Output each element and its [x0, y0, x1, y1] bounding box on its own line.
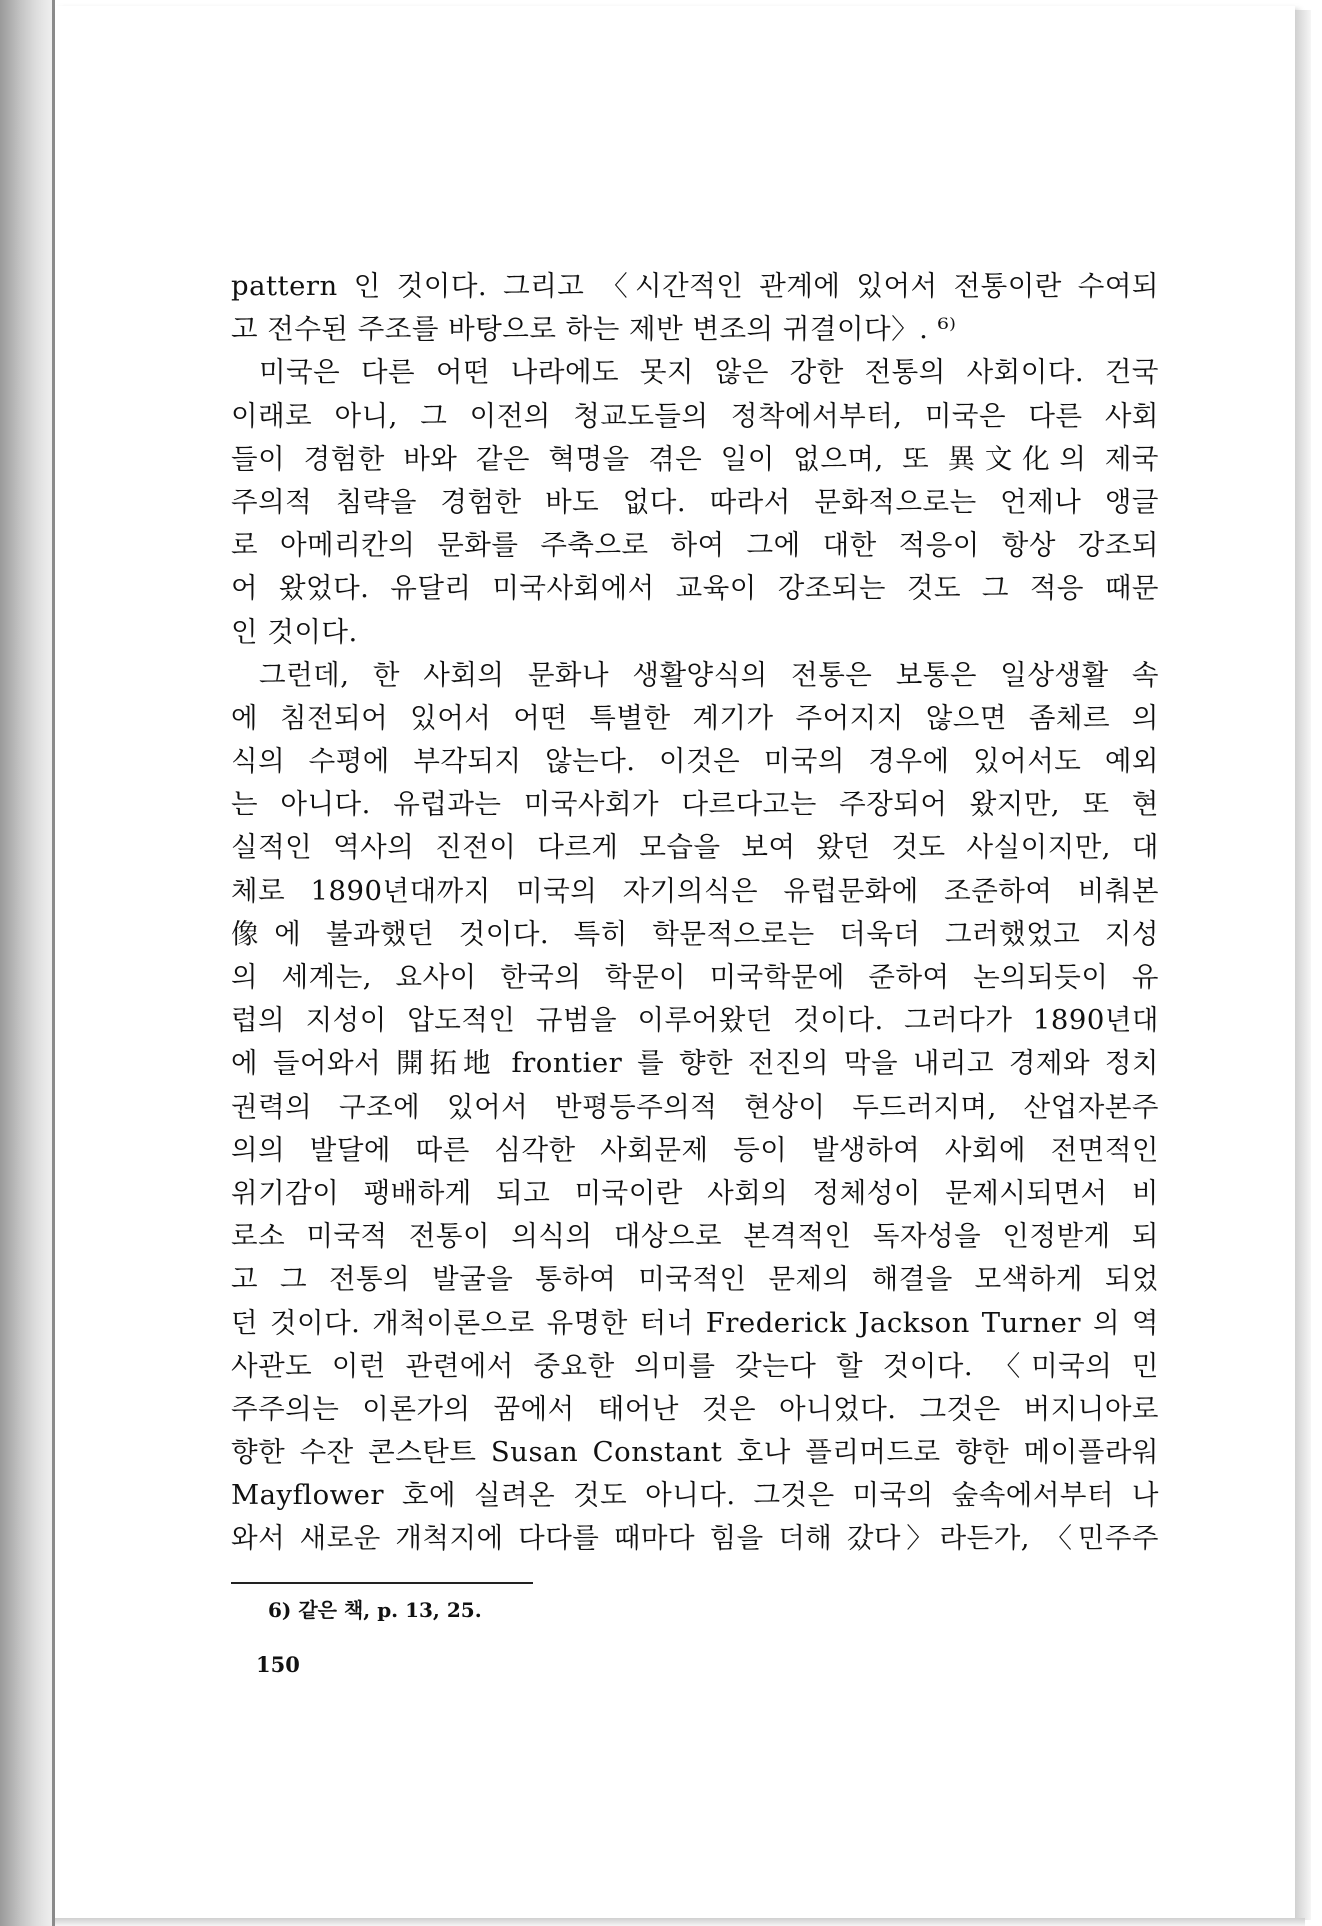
text-line: 럽의 지성이 압도적인 규범을 이루어왔던 것이다. 그러다가 1890년대: [231, 1004, 1159, 1037]
text-line: 像에 불과했던 것이다. 특히 학문적으로는 더욱더 그러했었고 지성: [231, 917, 1159, 950]
page-bottom-shadow: [55, 1918, 1305, 1926]
text-line: 로 아메리칸의 문화를 주축으로 하여 그에 대한 적응이 항상 강조되: [231, 529, 1159, 562]
text-line: 던 것이다. 개척이론으로 유명한 터너 Frederick Jackson Turner 의 역: [231, 1306, 1159, 1339]
page-number: 150: [256, 1652, 300, 1677]
text-line: 고 전수된 주조를 바탕으로 하는 제반 변조의 귀결이다〉. ⁶⁾: [231, 313, 957, 346]
text-line: 와서 새로운 개척지에 다다를 때마다 힘을 더해 갔다〉라든가, 〈민주주: [231, 1522, 1159, 1555]
text-line: 의의 발달에 따른 심각한 사회문제 등이 발생하여 사회에 전면적인: [231, 1133, 1159, 1166]
text-line: 인 것이다.: [231, 615, 358, 648]
text-line: 로소 미국적 전통이 의식의 대상으로 본격적인 독자성을 인정받게 되: [231, 1220, 1159, 1253]
text-line: 들이 경험한 바와 같은 혁명을 겪은 일이 없으며, 또 異文化의 제국: [231, 442, 1159, 475]
text-line: 에 들어와서 開拓地 frontier 를 향한 전진의 막을 내리고 경제와 정치: [231, 1047, 1159, 1080]
text-line: 주의적 침략을 경험한 바도 없다. 따라서 문화적으로는 언제나 앵글: [231, 485, 1159, 518]
text-line: Mayflower 호에 실려온 것도 아니다. 그것은 미국의 숲속에서부터 나: [231, 1479, 1159, 1512]
text-line: 의 세계는, 요사이 한국의 학문이 미국학문에 준하여 논의되듯이 유: [231, 961, 1159, 993]
body-text: [231, 265, 1159, 1561]
text-line: 향한 수잔 콘스탄트 Susan Constant 호나 플리머드로 향한 메이플라워: [231, 1436, 1159, 1469]
text-line: 실적인 역사의 진전이 다르게 모습을 보여 왔던 것도 사실이지만, 대: [231, 831, 1159, 864]
text-line: 는 아니다. 유럽과는 미국사회가 다르다고는 주장되어 왔지만, 또 현: [231, 788, 1159, 821]
text-line: 위기감이 팽배하게 되고 미국이란 사회의 정체성이 문제시되면서 비: [231, 1176, 1159, 1209]
text-line: 고 그 전통의 발굴을 통하여 미국적인 문제의 해결을 모색하게 되었: [231, 1263, 1159, 1296]
page-right-shadow: [1295, 10, 1311, 1920]
text-line: 식의 수평에 부각되지 않는다. 이것은 미국의 경우에 있어서도 예외: [231, 745, 1159, 778]
text-line: 에 침전되어 있어서 어떤 특별한 계기가 주어지지 않으면 좀체르 의: [231, 701, 1159, 734]
footnote-divider: [231, 1582, 533, 1584]
footnote: 6) 같은 책, p. 13, 25.: [268, 1598, 482, 1622]
text-line: 미국은 다른 어떤 나라에도 못지 않은 강한 전통의 사회이다. 건국: [259, 356, 1159, 389]
text-line: 어 왔었다. 유달리 미국사회에서 교육이 강조되는 것도 그 적응 때문: [231, 572, 1159, 605]
text-line: pattern 인 것이다. 그리고 〈시간적인 관계에 있어서 전통이란 수여되: [231, 270, 1159, 302]
text-line: 사관도 이런 관련에서 중요한 의미를 갖는다 할 것이다. 〈미국의 민: [231, 1349, 1159, 1382]
book-spine: [0, 0, 52, 1926]
text-line: 주주의는 이론가의 꿈에서 태어난 것은 아니었다. 그것은 버지니아로: [231, 1392, 1159, 1425]
text-line: 체로 1890년대까지 미국의 자기의식은 유럽문화에 조준하여 비춰본: [231, 874, 1159, 907]
text-line: 그런데, 한 사회의 문화나 생활양식의 전통은 보통은 일상생활 속: [259, 658, 1159, 691]
text-line: 권력의 구조에 있어서 반평등주의적 현상이 두드러지며, 산업자본주: [231, 1090, 1159, 1123]
text-line: 이래로 아니, 그 이전의 청교도들의 정착에서부터, 미국은 다른 사회: [231, 399, 1159, 432]
